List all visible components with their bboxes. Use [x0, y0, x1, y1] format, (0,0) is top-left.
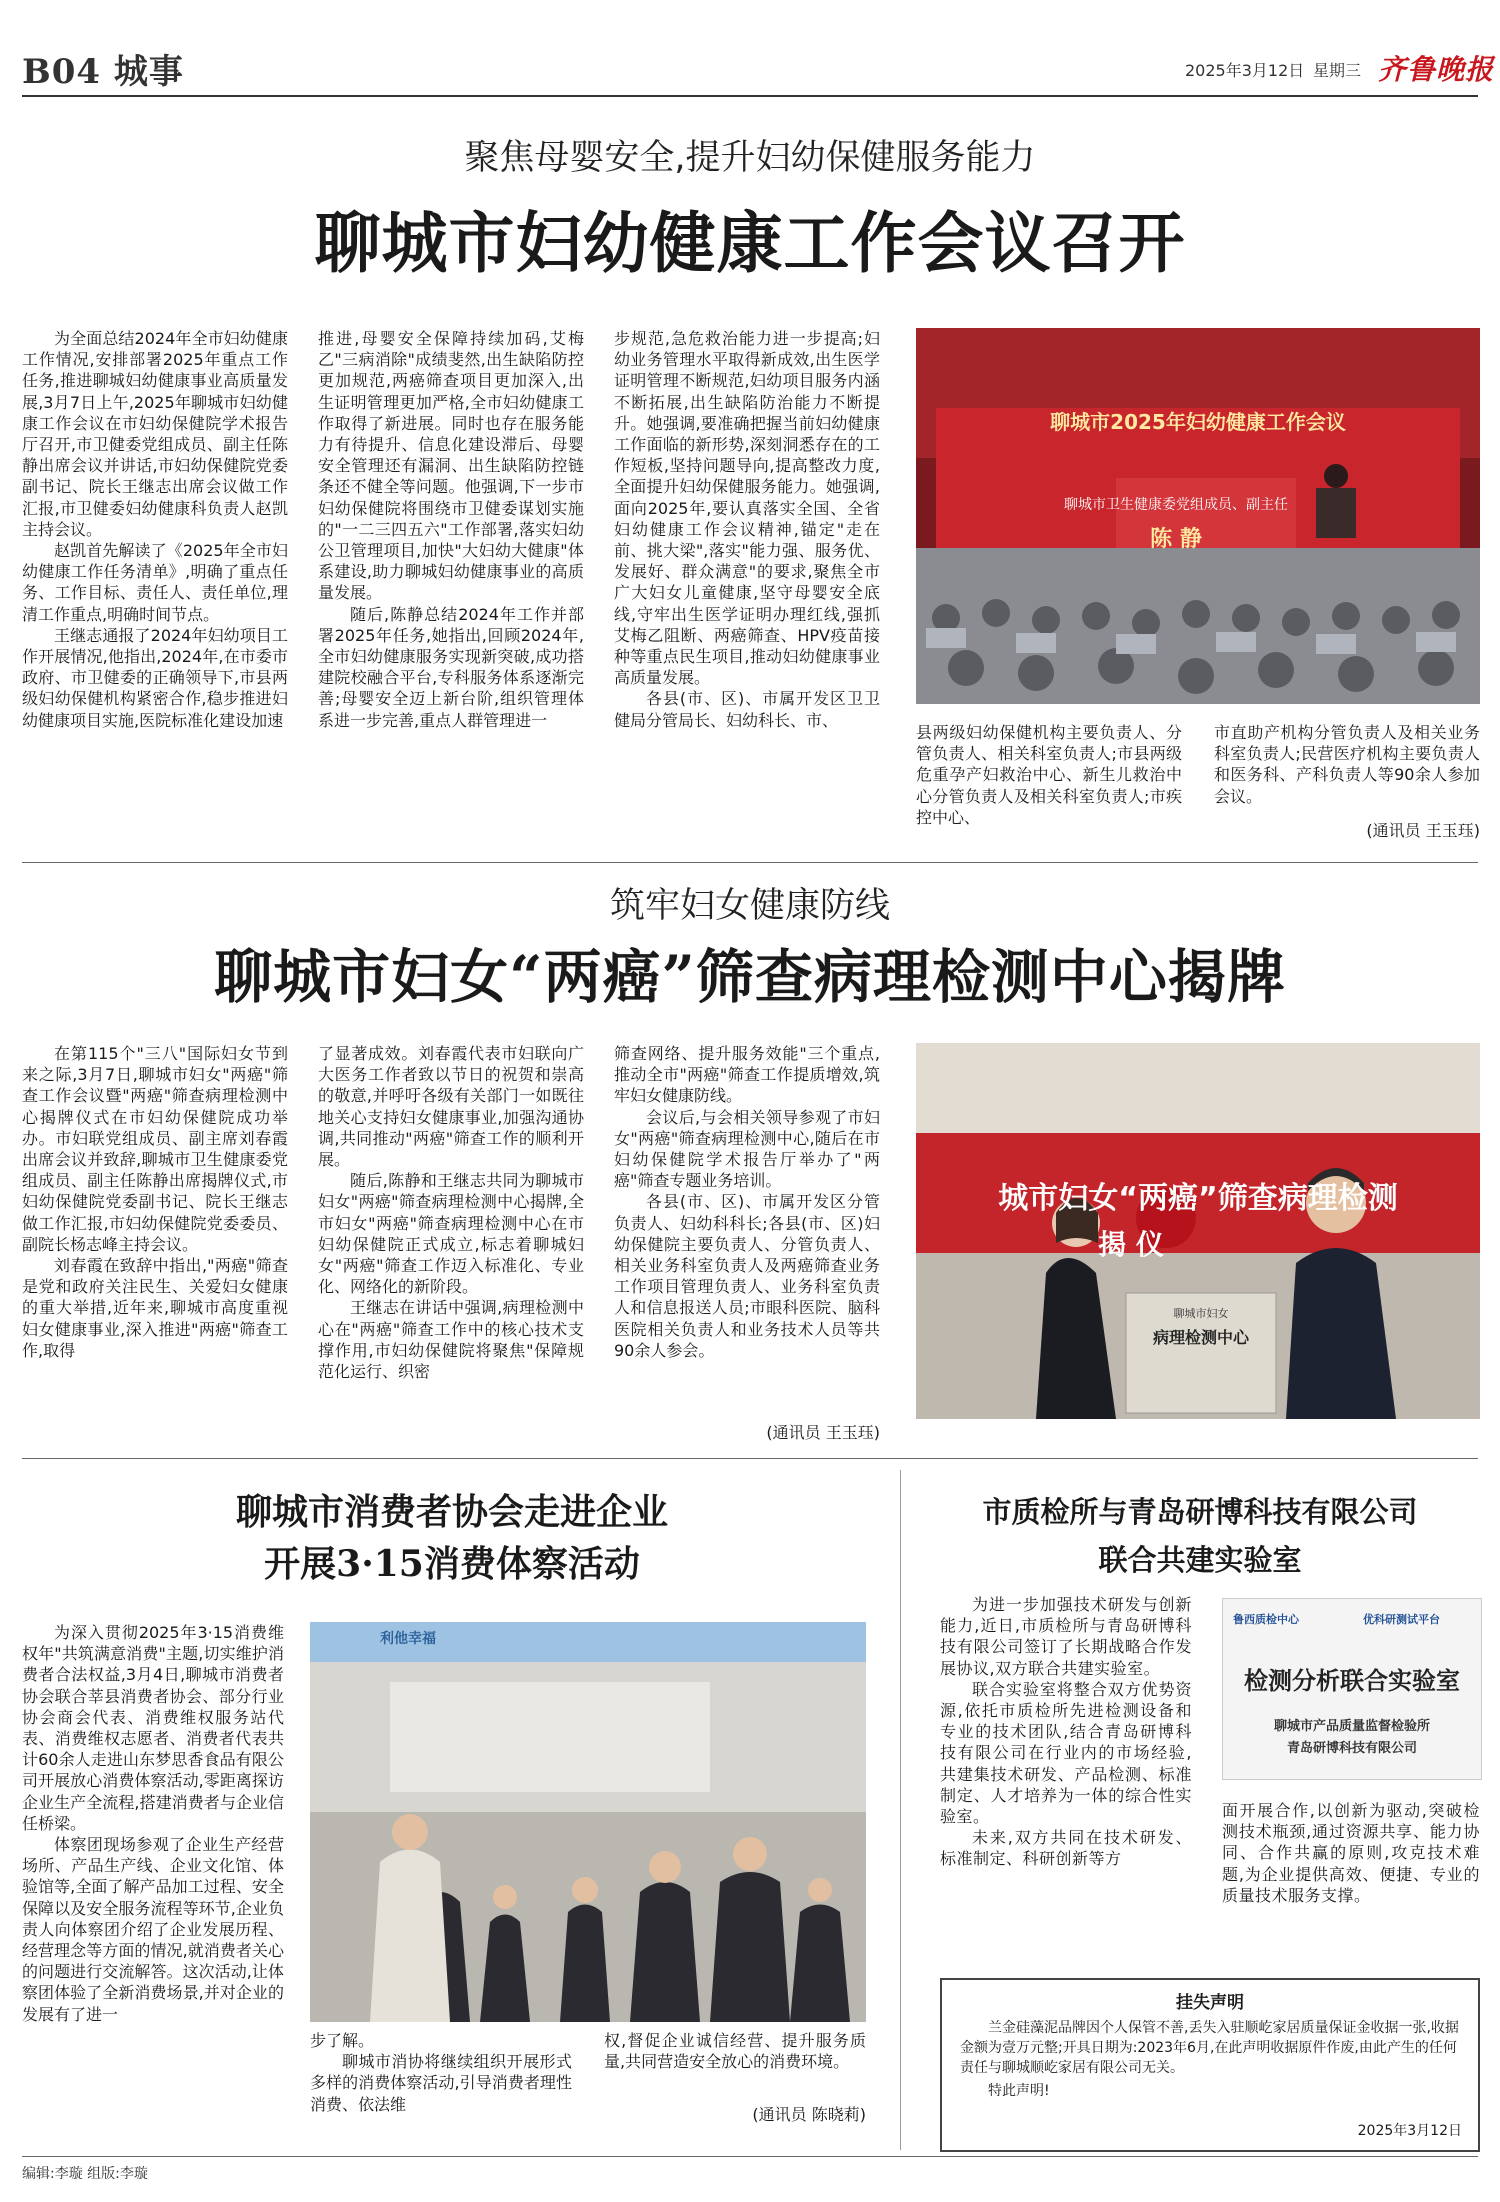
article1-col5: [1214, 722, 1480, 812]
consumer-visit-photo: [310, 1622, 866, 2022]
lab-name: 检测分析联合实验室: [1244, 1667, 1460, 1695]
article3-col1-p1: 为深入贯彻2025年3·15消费维权年"共筑满意消费"主题,切实维护消费者合法权益,3月4日,聊城市消费者协会联合莘县消费者协会、部分行业协会商会代表、消费维权服务站代表、消费维权志愿者、消费者代表共计60余人走进山东梦思香食品有限公司开展放心消费体察活动,零距离探访企业生产全流程,搭建消费者与企业信任桥梁。: [22, 1623, 284, 1833]
article2-col1: [22, 1043, 288, 1445]
article4-col1-p1: 为进一步加强技术研发与创新能力,近日,市质检所与青岛研博科技有限公司签订了长期战略合作发展协议,双方联合共建实验室。: [940, 1595, 1192, 1678]
meeting-photo-caption1: 聊城市卫生健康委党组成员、副主任: [1064, 497, 1288, 513]
article3-title-line2: 开展3·15消费体察活动: [264, 1543, 640, 1585]
article4-title-line1: 市质检所与青岛研博科技有限公司: [982, 1495, 1418, 1529]
notice-closing: 特此声明!: [988, 2083, 1050, 2099]
article1-col3-p1: 步规范,急危救治能力进一步提高;妇幼业务管理水平取得新成效,出生医学证明管理不断规范,妇幼项目服务内涵不断拓展,出生缺陷防治能力不断提升。她强调,要准确把握当前妇幼健康工作面临的新形势,深刻洞悉存在的工作短板,坚持问题导向,提高整改力度,全面提升妇幼保健服务能力。她强调,面向2025年,要认真落实全国、全省妇幼健康工作会议精神,锚定"走在前、挑大梁",落实"能力强、服务优、发展好、群众满意"的要求,聚焦全市广大妇女儿童健康,坚守母婴安全底线,守牢出生医学证明办理红线,强抓艾梅乙阻断、两癌筛查、HPV疫苗接种等重点民生项目,推动妇幼健康事业高质量发展。: [614, 329, 880, 688]
article1-col4: [916, 722, 1182, 832]
article2-col2-p3: 王继志在讲话中强调,病理检测中心在"两癌"筛查工作中的核心技术支撑作用,市妇幼保健院将聚焦"保障规范化运行、织密: [318, 1298, 584, 1382]
divider-2: [22, 1458, 1478, 1459]
article3-col1: [22, 1622, 284, 2142]
article1-col1-p2: 赵凯首先解读了《2025年全市妇幼健康工作任务清单》,明确了重点任务、工作目标、责任人、责任单位,理清工作重点,明确时间节点。: [22, 541, 288, 624]
article4-title-line2: 联合共建实验室: [1098, 1543, 1302, 1577]
article3-col2: [310, 2030, 572, 2140]
article2-col1-p1: 在第115个"三八"国际妇女节到来之际,3月7日,聊城市妇女"两癌"筛查工作会议暨"两癌"筛查病理检测中心揭牌仪式在市妇幼保健院成功举办。市妇联党组成员、副主席刘春霞出席会议并致辞,聊城市卫生健康委党组成员、副主任陈静出席揭牌仪式,市妇幼保健院党委副书记、院长王继志做工作汇报,市妇幼保健院党委委员、副院长杨志峰主持会议。: [22, 1044, 288, 1254]
article1-col5-p1: 市直助产机构分管负责人及相关业务科室负责人;民营医疗机构主要负责人和医务科、产科负责人等90余人参加会议。: [1214, 723, 1480, 806]
unveiling-banner: 城市妇女“两癌”筛查病理检测: [998, 1181, 1398, 1216]
divider-1: [22, 862, 1478, 863]
notice-date: 2025年3月12日: [1357, 2123, 1462, 2139]
footer-rule: [22, 2156, 1478, 2157]
article2-col3-p3: 各县(市、区)、市属开发区分管负责人、妇幼科科长;各县(市、区)妇幼保健院主要负责人、分管负责人、相关业务科室负责人及两癌筛查业务工作项目管理负责人、业务科室负责人和信息报送人员;市眼科医院、脑科医院相关负责人和业务技术人员等共90余人参会。: [614, 1192, 880, 1360]
footer-credits: 编辑:李璇 组版:李璇: [22, 2166, 148, 2182]
article1-title: 聊城市妇幼健康工作会议召开: [314, 204, 1186, 282]
notice-body: 兰金硅藻泥品牌因个人保管不善,丢失入驻顺屹家居质量保证金收据一张,收据金额为壹万元整;开具日期为:2023年6月,在此声明收据原件作废,由此产生的任何责任与聊城顺屹家居有限公司无关。: [960, 2020, 1459, 2076]
article2-kicker: 筑牢妇女健康防线: [609, 886, 890, 926]
newspaper-logo: 齐鲁晚报: [1378, 53, 1495, 86]
article2-byline: (通讯员 王玉珏): [766, 1423, 880, 1442]
issue-date: 2025年3月12日: [1185, 61, 1305, 80]
article3-title-line1: 聊城市消费者协会走进企业: [235, 1491, 668, 1533]
article1-col1: [22, 328, 288, 848]
article1-col4-p1: 县两级妇幼保健机构主要负责人、分管负责人、相关科室负责人;市县两级危重孕产妇救治中心、新生儿救治中心分管负责人及相关科室负责人;市疾控中心、: [916, 723, 1182, 827]
article3-col3: [604, 2030, 866, 2096]
article2-col3-p1: 筛查网络、提升服务效能"三个重点,推动全市"两癌"筛查工作提质增效,筑牢妇女健康防线。: [614, 1044, 880, 1106]
article2-col2-p1: 了显著成效。刘春霞代表市妇联向广大医务工作者致以节日的祝贺和崇高的敬意,并呼吁各级有关部门一如既往地关心支持妇女健康事业,加强沟通协调,共同推动"两癌"筛查工作的顺利开展。: [318, 1044, 584, 1170]
article3-byline: (通讯员 陈晓莉): [752, 2105, 866, 2124]
article4-col2-p1: 面开展合作,以创新为驱动,突破检测技术瓶颈,通过资源共享、能力协同、合作共赢的原则,攻克技术难题,为企业提供高效、便捷、专业的质量技术服务支撑。: [1222, 1801, 1480, 1905]
lab-plaque-photo: [1222, 1598, 1482, 1780]
article1-col1-p3: 王继志通报了2024年妇幼项目工作开展情况,他指出,2024年,在市委市政府、市卫健委的正确领导下,市县两级妇幼保健机构紧密合作,稳步推进妇幼健康项目实施,医院标准化建设加速: [22, 625, 288, 730]
article2-col1-p2: 刘春霞在致辞中指出,"两癌"筛查是党和政府关注民生、关爱妇女健康的重大举措,近年来,聊城市高度重视妇女健康事业,深入推进"两癌"筛查工作,取得: [22, 1256, 288, 1360]
article2-col2-p2: 随后,陈静和王继志共同为聊城市妇女"两癌"筛查病理检测中心揭牌,全市妇女"两癌"筛查病理检测中心在市妇幼保健院正式成立,标志着聊城妇女"两癌"筛查工作迈入标准化、专业化、网络化的新阶段。: [318, 1171, 584, 1297]
article4-col1-p2: 联合实验室将整合双方优势资源,依托市质检所先进检测设备和专业的技术团队,结合青岛研博科技有限公司在行业内的市场经验,共建集技术研发、产品检测、标准制定、人才培养为一体的综合性实验室。: [940, 1679, 1192, 1827]
article4-col1-p3: 未来,双方共同在技术研发、标准制定、科研创新等方: [940, 1828, 1192, 1869]
article1-col2-p1: 推进,母婴安全保障持续加码,艾梅乙"三病消除"成绩斐然,出生缺陷防控更加规范,两癌筛查项目更加深入,出生证明管理更加严格,全市妇幼健康工作取得了新进展。同时也存在服务能力有待提升、信息化建设滞后、母婴安全管理还有漏洞、出生缺陷防控链条还不健全等问题。他强调,下一步市妇幼保健院将围绕市卫健委谋划实施的"一二三四五六"工作部署,落实妇幼公卫管理项目,加快"大妇幼大健康"体系建设,助力聊城妇幼健康事业的高质量发展。: [318, 329, 584, 603]
article1-col3-p2: 各县(市、区)、市属开发区卫卫健局分管局长、妇幼科长、市、: [614, 689, 880, 730]
article3-col2-p1: 步了解。: [310, 2031, 375, 2050]
meeting-photo-caption2: 陈 静: [1150, 527, 1202, 552]
article2-col3: [614, 1043, 880, 1423]
article2-col2: [318, 1043, 584, 1445]
meeting-photo-banner: 聊城市2025年妇幼健康工作会议: [1050, 410, 1346, 434]
article1-byline: (通讯员 王玉珏): [1366, 821, 1480, 840]
section-label: B04 城事: [22, 52, 184, 92]
divider-vertical: [900, 1470, 901, 2150]
article1-col2-p2: 随后,陈静总结2024年工作并部署2025年任务,她指出,回顾2024年,全市妇幼健康服务实现新突破,成功搭建院校融合平台,专科服务体系逐渐完善;母婴安全迈上新台阶,组织管理体系进一步完善,重点人群管理进一: [318, 604, 584, 730]
article1-kicker: 聚焦母婴安全,提升妇幼保健服务能力: [464, 138, 1036, 178]
article4-col1: [940, 1594, 1192, 1948]
article3-col3-p1: 权,督促企业诚信经营、提升服务质量,共同营造安全放心的消费环境。: [604, 2031, 866, 2072]
plaque-line2: 病理检测中心: [1152, 1328, 1249, 1347]
article2-col3-p2: 会议后,与会相关领导参观了市妇女"两癌"筛查病理检测中心,随后在市妇幼保健院学术报告厅举办了"两癌"筛查专题业务培训。: [614, 1107, 880, 1191]
meeting-photo: [916, 328, 1480, 704]
unveiling-banner-2: 揭 仪: [1098, 1228, 1164, 1261]
article2-title: 聊城市妇女“两癌”筛查病理检测中心揭牌: [214, 943, 1286, 1011]
article1-col1-p1: 为全面总结2024年全市妇幼健康工作情况,安排部署2025年重点工作任务,推进聊城妇幼健康事业高质量发展,3月7日上午,2025年聊城市妇幼健康工作会议在市妇幼保健院学术报告厅召开,市卫健委党组成员、副主任陈静出席会议并讲话,市妇幼保健院党委副书记、院长王继志出席会议做工作汇报,市卫健委妇幼健康科负责人赵凯主持会议。: [22, 329, 288, 539]
consumer-visit-sign: 利他幸福: [380, 1631, 436, 1647]
plaque-line1: 聊城市妇女: [1173, 1307, 1229, 1320]
lab-logo-right: 优科研测试平台: [1363, 1613, 1440, 1626]
article4-col2: [1222, 1800, 1480, 1940]
notice-title: 挂失声明: [1176, 1993, 1244, 2013]
article3-col1-p2: 体察团现场参观了企业生产经营场所、产品生产线、企业文化馆、体验馆等,全面了解产品加工过程、安全保障以及安全服务流程等环节,企业负责人向体察团介绍了企业发展历程、经营理念等方面的情况,就消费者关心的问题进行交流解答。这次活动,让体察团体验了全新消费场景,并对企业的发展有了进一: [22, 1835, 284, 2024]
lab-org2: 青岛研博科技有限公司: [1286, 1741, 1417, 1756]
lab-org1: 聊城市产品质量监督检验所: [1273, 1719, 1430, 1734]
lost-notice-box: [940, 1978, 1480, 2152]
lab-logo-left: 鲁西质检中心: [1233, 1613, 1299, 1626]
article3-col2-p2: 聊城市消协将继续组织开展形式多样的消费体察活动,引导消费者理性消费、依法维: [310, 2052, 572, 2114]
unveiling-photo: [916, 1043, 1480, 1419]
article1-col2: [318, 328, 584, 848]
issue-weekday: 星期三: [1313, 61, 1362, 80]
header-rule: [22, 95, 1478, 97]
article1-col3: [614, 328, 880, 848]
